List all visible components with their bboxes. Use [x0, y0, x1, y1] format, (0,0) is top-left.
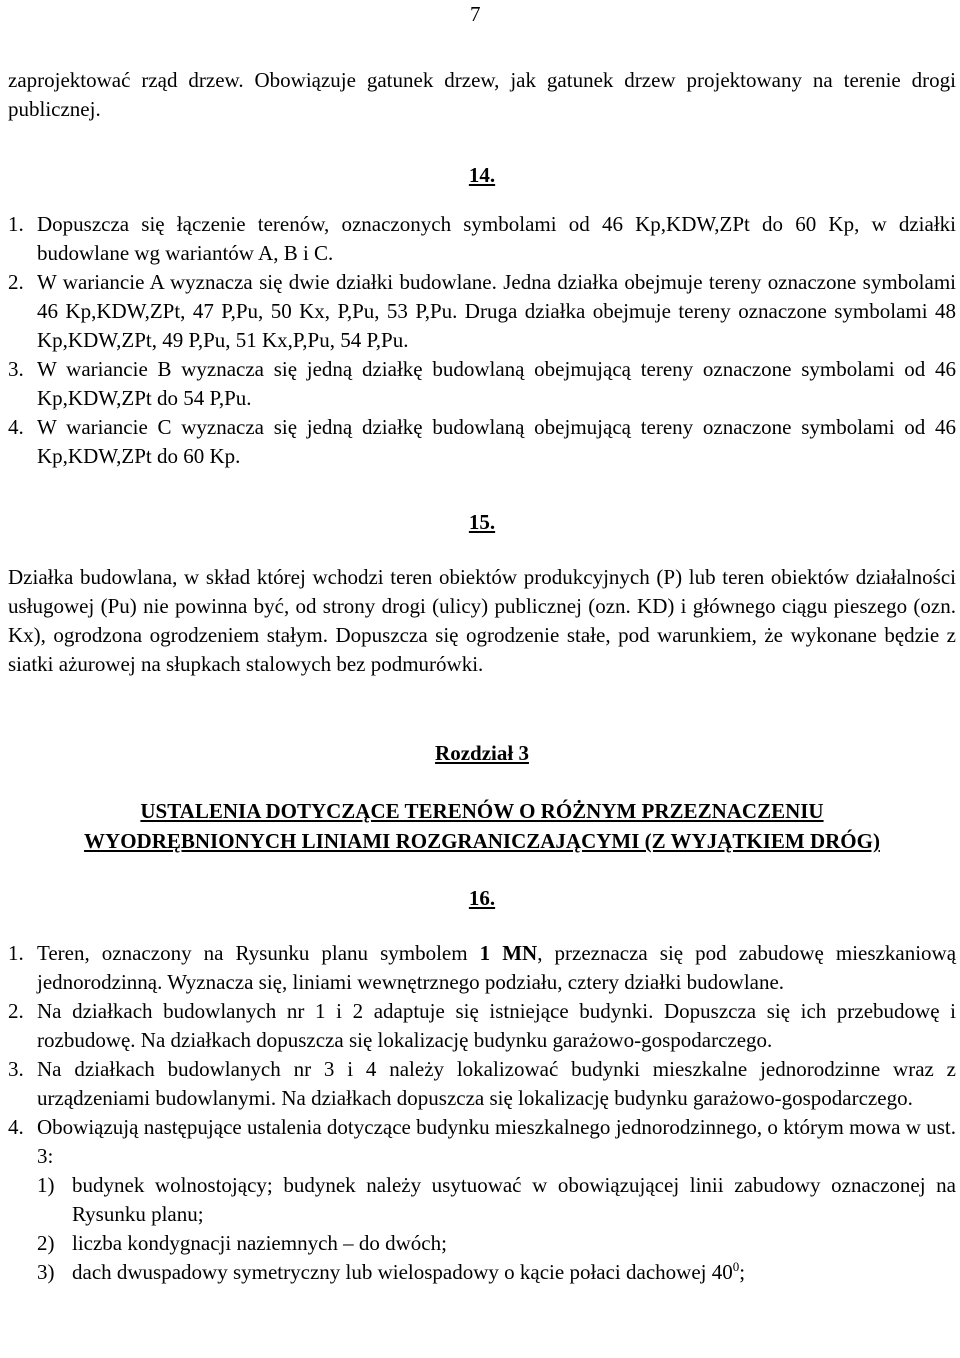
- chapter-title-line-2: WYODRĘBNIONYCH LINIAMI ROZGRANICZAJĄCYMI (Z WYJĄTKIEM DRÓG): [84, 829, 880, 853]
- item-number: 4.: [8, 1115, 24, 1139]
- sub-list-item: [8, 1258, 956, 1287]
- chapter-title-line-1: USTALENIA DOTYCZĄCE TERENÓW O RÓŻNYM PRZEZNACZENIU: [140, 799, 824, 823]
- section-heading-14: 14.: [468, 163, 496, 187]
- sub-item-number: 2): [37, 1231, 55, 1255]
- item-number: 1.: [8, 212, 24, 236]
- list-item: [8, 413, 956, 471]
- symbol-number: 1: [479, 941, 491, 965]
- sub-list-item: [8, 1171, 956, 1229]
- item-text: Obowiązują następujące ustalenia dotyczące budynku mieszkalnego jednorodzinnego, o którym mowa w ust. 3:: [37, 1115, 956, 1168]
- sub-item-number: 3): [37, 1260, 55, 1284]
- item-text: W wariancie C wyznacza się jedną działkę budowlaną obejmującą tereny oznaczone symbolami od 46 Kp,KDW,ZPt do 60 Kp.: [37, 415, 956, 468]
- item-number: 2.: [8, 999, 24, 1023]
- item-text: Na działkach budowlanych nr 1 i 2 adaptuje się istniejące budynki. Dopuszcza się ich przebudowę i rozbudowę. Na działkach dopuszcza się lokalizację budynku garażowo-gospodarczego.: [37, 999, 956, 1052]
- section-heading-15: 15.: [468, 510, 496, 534]
- item-text: Teren, oznaczony na Rysunku planu symbolem 1 MN, przeznacza się pod zabudowę mieszkaniową jednorodzinną. Wyznacza się, liniami wewnętrznego podziału, cztery działki budowlane.: [37, 941, 957, 994]
- list-item: [8, 1055, 956, 1113]
- item-text: W wariancie A wyznacza się dwie działki budowlane. Jedna działka obejmuje tereny oznaczone symbolami 46 Kp,KDW,ZPt, 47 P,Pu, 50 Kx, P,Pu, 53 P,Pu. Druga działka obejmuje tereny oznaczone symbolami 48 Kp,KDW,ZPt, 49 P,Pu, 51 Kx,P,Pu, 54 P,Pu.: [37, 270, 956, 352]
- item-number: 3.: [8, 357, 24, 381]
- document-body: [8, 66, 956, 1287]
- list-item: [8, 268, 956, 355]
- list-item: [8, 997, 956, 1055]
- item-number: 2.: [8, 270, 24, 294]
- list-item: [8, 939, 956, 997]
- section-heading-16: 16.: [468, 886, 496, 910]
- list-item: [8, 210, 956, 268]
- chapter-label: Rozdział 3: [435, 741, 529, 765]
- item-text: W wariancie B wyznacza się jedną działkę budowlaną obejmującą tereny oznaczone symbolami od 46 Kp,KDW,ZPt do 54 P,Pu.: [37, 357, 956, 410]
- symbol-code: MN: [502, 941, 538, 965]
- sub-item-number: 1): [37, 1173, 55, 1197]
- sub-item-text: liczba kondygnacji naziemnych – do dwóch;: [72, 1231, 447, 1255]
- list-item: [8, 355, 956, 413]
- section-15-paragraph: Działka budowlana, w skład której wchodzi teren obiektów produkcyjnych (P) lub teren obiektów działalności usługowej (Pu) nie powinna być, od strony drogi (ulicy) publicznej (ozn. KD) i głównego ciągu pieszego (ozn. Kx), ogrodzona ogrodzeniem stałym. Dopuszcza się ogrodzenie stałe, pod warunkiem, że wykonane będzie z siatki ażurowej na słupkach stalowych bez podmurówki.: [8, 565, 956, 676]
- intro-paragraph: zaprojektować rząd drzew. Obowiązuje gatunek drzew, jak gatunek drzew projektowany na terenie drogi publicznej.: [8, 68, 956, 121]
- item-number: 3.: [8, 1057, 24, 1081]
- list-item: [8, 1113, 956, 1171]
- sub-list-item: [8, 1229, 956, 1258]
- degree-superscript: 0: [732, 1259, 740, 1274]
- item-number: 1.: [8, 941, 24, 965]
- sub-item-text: dach dwuspadowy symetryczny lub wielospadowy o kącie połaci dachowej $40^0$;: [72, 1259, 746, 1284]
- item-text: Dopuszcza się łączenie terenów, oznaczonych symbolami od 46 Kp,KDW,ZPt do 60 Kp, w działki budowlane wg wariantów A, B i C.: [37, 212, 956, 265]
- item-text: Na działkach budowlanych nr 3 i 4 należy lokalizować budynki mieszkalne jednorodzinne wraz z urządzeniami budowlanymi. Na działkach dopuszcza się lokalizację budynku garażowo-gospodarczego.: [37, 1057, 956, 1110]
- item-number: 4.: [8, 415, 24, 439]
- sub-item-text: budynek wolnostojący; budynek należy usytuować w obowiązującej linii zabudowy oznaczonej na Rysunku planu;: [72, 1173, 956, 1226]
